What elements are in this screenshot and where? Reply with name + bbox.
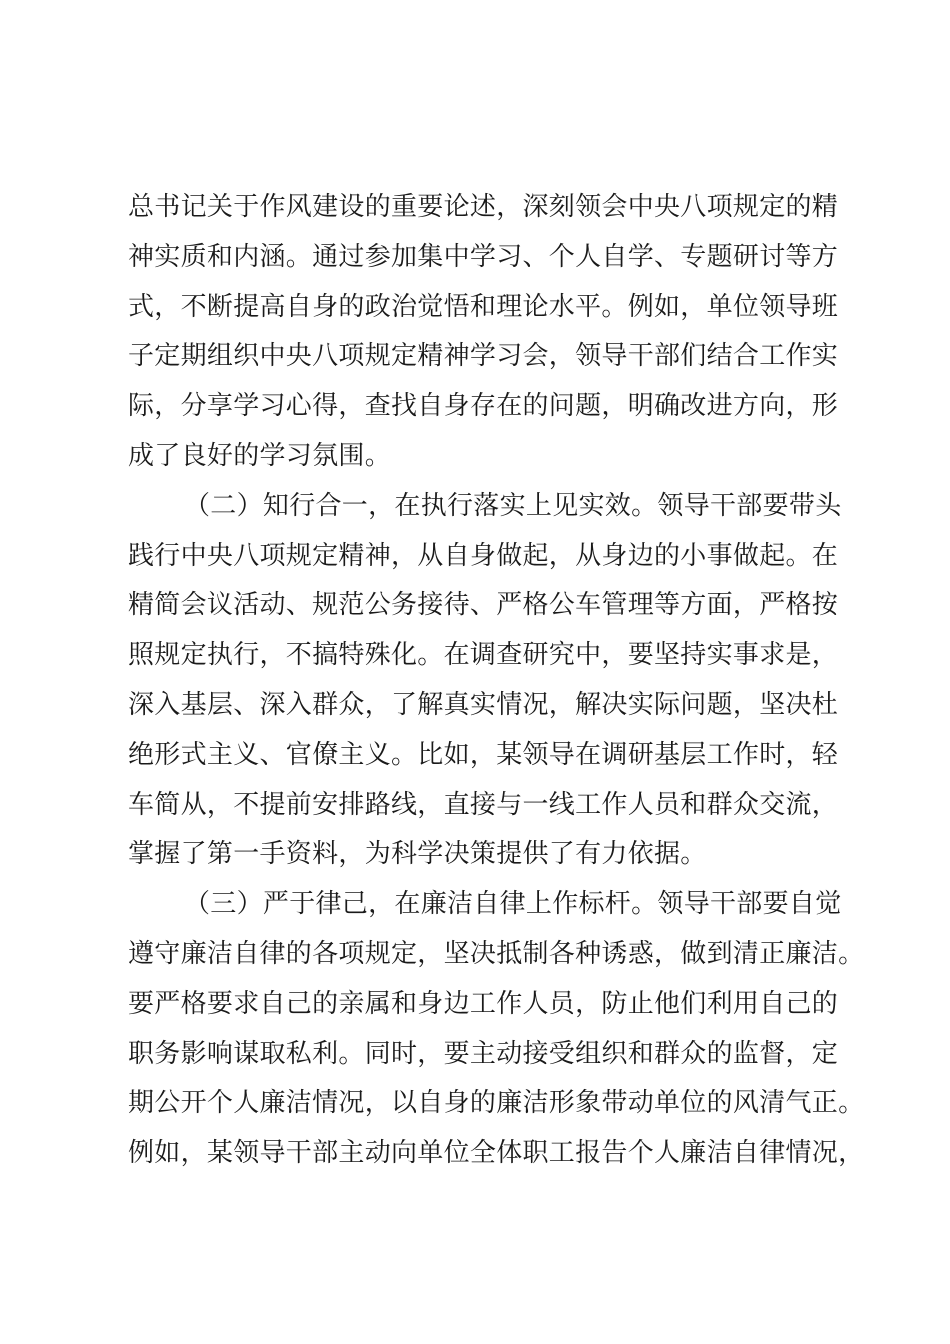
section-heading-line: （二）知行合一，在执行落实上见实效。领导干部要带头 — [184, 490, 842, 521]
text-line: 车简从，不提前安排路线，直接与一线工作人员和群众交流， — [128, 789, 839, 820]
body-text — [128, 183, 865, 1179]
text-line: 绝形式主义、官僚主义。比如，某领导在调研基层工作时，轻 — [128, 739, 839, 770]
text-line: 职务影响谋取私利。同时，要主动接受组织和群众的监督，定 — [128, 1038, 839, 1069]
text-line: 掌握了第一手资料，为科学决策提供了有力依据。 — [128, 839, 707, 870]
text-line: 际，分享学习心得，查找自身存在的问题，明确改进方向，形 — [128, 391, 839, 422]
text-line: 式，不断提高自身的政治觉悟和理论水平。例如，单位领导班 — [128, 291, 839, 322]
text-line: 总书记关于作风建设的重要论述，深刻领会中央八项规定的精 — [128, 192, 839, 222]
text-line: 例如，某领导干部主动向单位全体职工报告个人廉洁自律情况， — [128, 1138, 865, 1169]
text-line: 神实质和内涵。通过参加集中学习、个人自学、专题研讨等方 — [128, 241, 839, 272]
text-line: 要严格要求自己的亲属和身边工作人员，防止他们利用自己的 — [128, 988, 839, 1019]
section-heading-line: （三）严于律己，在廉洁自律上作标杆。领导干部要自觉 — [184, 889, 842, 920]
text-line: 照规定执行，不搞特殊化。在调查研究中，要坚持实事求是， — [128, 640, 839, 671]
text-line: 深入基层、深入群众，了解真实情况，解决实际问题，坚决杜 — [128, 689, 839, 720]
text-line: 精简会议活动、规范公务接待、严格公车管理等方面，严格按 — [128, 590, 839, 621]
text-line: 成了良好的学习氛围。 — [128, 440, 392, 471]
text-line: 子定期组织中央八项规定精神学习会，领导干部们结合工作实 — [128, 341, 839, 372]
text-line: 遵守廉洁自律的各项规定，坚决抵制各种诱惑，做到清正廉洁。 — [128, 938, 865, 969]
text-line: 践行中央八项规定精神，从自身做起，从身边的小事做起。在 — [128, 540, 839, 571]
text-line: 期公开个人廉洁情况，以自身的廉洁形象带动单位的风清气正。 — [128, 1088, 865, 1119]
